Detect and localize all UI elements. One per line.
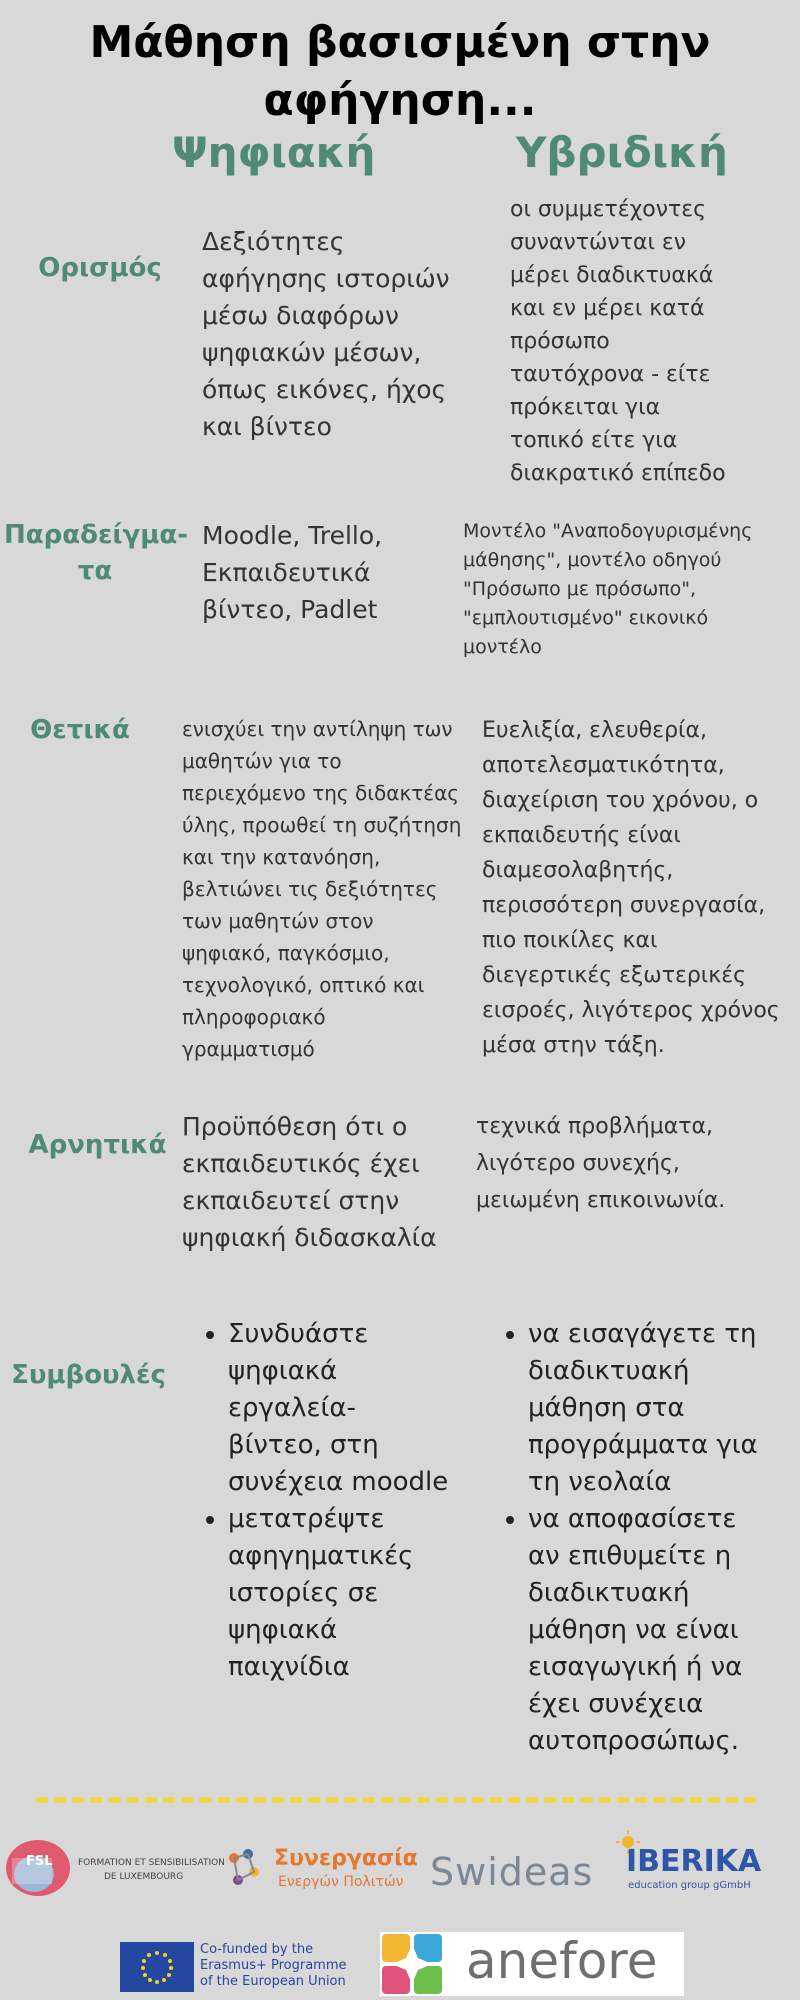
iberika-sub: education group gGmbH <box>628 1880 751 1891</box>
examples-digital: Moodle, Trello, Εκπαιδευτικά βίντεο, Padlet <box>202 521 383 624</box>
column-header-digital: Ψηφιακή <box>172 128 376 177</box>
synergasia-line2: Ενεργών Πολιτών <box>278 1874 404 1890</box>
definition-hybrid: οι συμμετέχοντες συναντώνται εν μέρει διαδικτυακά και εν μέρει κατά πρόσωπο ταυτόχρονα - είτε πρόκειται για τοπικό είτε για διακρατικό επίπεδο <box>510 197 726 486</box>
eu-flag-icon <box>120 1942 194 1992</box>
fsl-logo <box>4 1836 225 1902</box>
page-title: Μάθηση βασισμένη στην αφήγηση... <box>89 17 711 126</box>
row-label-positives: Θετικά <box>30 715 130 745</box>
tips-hybrid-item: • να εισαγάγετε τη διαδικτυακή μάθηση στα προγράμματα για τη νεολαία <box>528 1316 774 1501</box>
anefore-star-icon <box>382 1934 442 1994</box>
iberika-logo <box>616 1830 762 1892</box>
erasmus-logo <box>120 1940 360 1994</box>
dashed-divider <box>36 1797 756 1803</box>
anefore-logo <box>380 1932 684 1996</box>
row-label-definition: Ορισμός <box>38 253 162 283</box>
fsl-logo-icon <box>4 1836 76 1902</box>
row-label-negatives: Αρνητικά <box>28 1130 167 1160</box>
swideas-text: Swideas <box>430 1850 594 1894</box>
iberika-text: IBERIKA <box>626 1844 762 1879</box>
fsl-text-2: DE LUXEMBOURG <box>104 1872 184 1882</box>
anefore-text: anefore <box>466 1932 658 1990</box>
erasmus-line3: of the European Union <box>200 1974 346 1989</box>
tips-digital <box>184 1316 454 1686</box>
negatives-hybrid: τεχνικά προβλήματα, λιγότερο συνεχής, μειωμένη επικοινωνία. <box>476 1114 726 1213</box>
erasmus-line1: Co-funded by the <box>200 1942 314 1957</box>
tips-digital-item: • μετατρέψτε αφηγηματικές ιστορίες σε ψηφιακά παιχνίδια <box>228 1501 454 1686</box>
swideas-logo <box>430 1848 595 1898</box>
tips-hybrid <box>484 1316 774 1760</box>
positives-hybrid: Ευελιξία, ελευθερία, αποτελεσματικότητα, διαχείριση του χρόνου, ο εκπαιδευτής είναι διαμεσολαβητής, περισσότερη συνεργασία, πιο ποικίλες και διεγερτικές εξωτερικές εισροές, λιγότερος χρόνος μέσα στην τάξη. <box>482 718 780 1058</box>
tips-digital-item: • Συνδυάστε ψηφιακά εργαλεία- βίντεο, στη συνέχεια moodle <box>228 1316 454 1501</box>
fsl-mark: FSL <box>26 1854 53 1869</box>
tips-hybrid-item: • να αποφασίσετε αν επιθυμείτε η διαδικτυακή μάθηση να είναι εισαγωγική ή να έχει συνέχεια αυτοπροσώπως. <box>528 1501 774 1760</box>
negatives-digital: Προϋπόθεση ότι ο εκπαιδευτικός έχει εκπαιδευτεί στην ψηφιακή διδασκαλία <box>182 1112 437 1252</box>
fsl-text-1: FORMATION ET SENSIBILISATION <box>78 1858 225 1868</box>
erasmus-line2: Erasmus+ Programme <box>200 1958 347 1973</box>
examples-hybrid: Μοντέλο "Αναποδογυρισμένης μάθησης", μοντέλο οδηγού "Πρόσωπο με πρόσωπο", "εμπλουτισμένο" εικονικό μοντέλο <box>463 520 753 658</box>
row-label-examples: Παραδείγμα-τα <box>4 520 189 586</box>
column-header-hybrid: Υβριδική <box>516 128 728 177</box>
synergasia-icon <box>224 1846 264 1896</box>
row-label-tips: Συμβουλές <box>11 1360 166 1390</box>
synergasia-line1: Συνεργασία <box>274 1846 418 1871</box>
synergasia-logo <box>224 1840 418 1900</box>
positives-digital: ενισχύει την αντίληψη των μαθητών για το περιεχόμενο της διδακτέας ύλης, προωθεί τη συζήτηση και την κατανόηση, βελτιώνει τις δεξιότητες των μαθητών στον ψηφιακό, παγκόσμιο, τεχνολογικό, οπτικό και πληροφοριακό γραμματισμό <box>182 717 462 1061</box>
definition-digital: Δεξιότητες αφήγησης ιστοριών μέσω διαφόρων ψηφιακών μέσων, όπως εικόνες, ήχος και βίντεο <box>202 227 450 441</box>
